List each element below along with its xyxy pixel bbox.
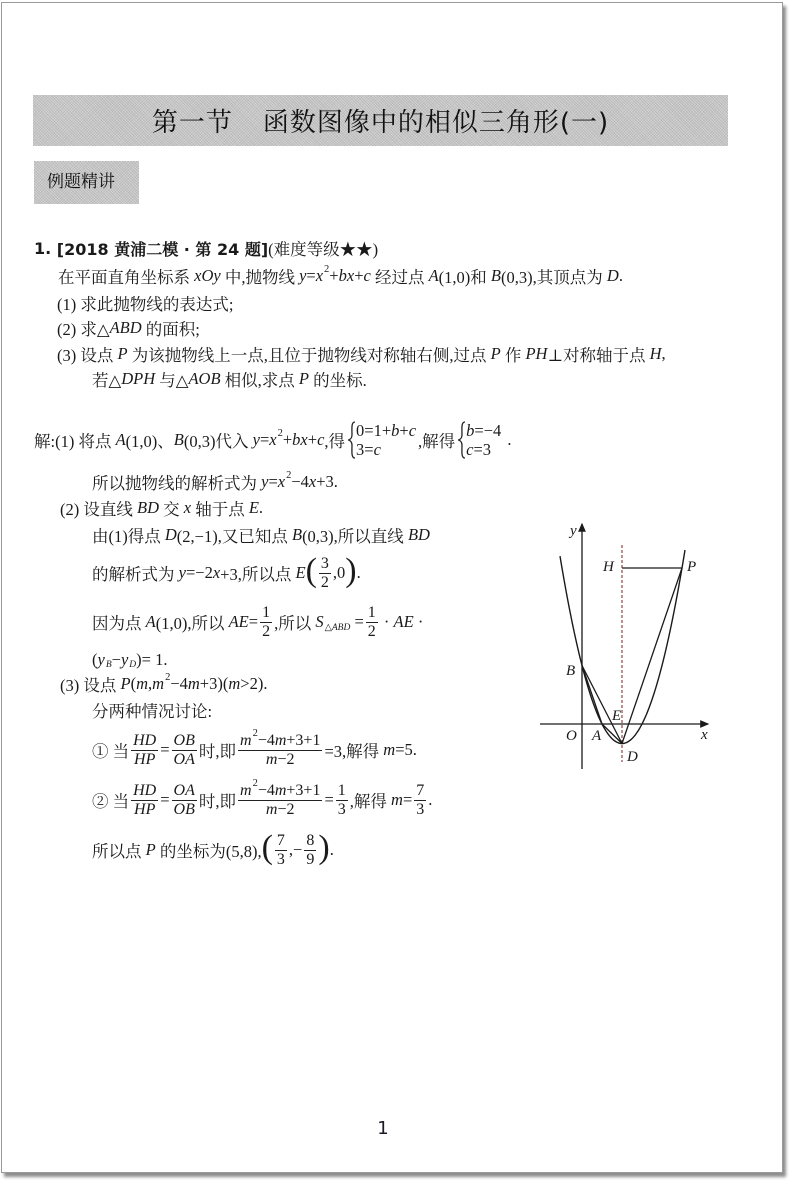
text-run: = [160, 740, 170, 759]
text-run: 1 [367, 603, 376, 621]
superscript: 2 [252, 727, 258, 739]
subscript: △ABD [324, 622, 351, 633]
math-variable: AE [228, 612, 249, 631]
segment-BA [582, 666, 602, 725]
math-variable: D [164, 525, 177, 544]
math-variable: AE [393, 612, 414, 631]
text-run: . [356, 563, 361, 582]
equation-row [356, 440, 416, 459]
text-run: −4 [257, 781, 275, 799]
point-label-H: H [603, 559, 614, 575]
math-variable: B [490, 266, 502, 285]
text-run: 为该抛物线上一点,且位于抛物线对称轴右侧,过点 [127, 346, 491, 365]
math-variable: m [265, 750, 278, 768]
math-variable: m [228, 674, 241, 693]
point-label-E: E [612, 708, 622, 724]
text-run: )= 1. [136, 650, 168, 669]
text-run: . [503, 430, 512, 449]
text-run: 由(1)得点 [92, 527, 165, 546]
math-variable: y [120, 650, 129, 669]
text-run: 时,即 [198, 792, 236, 811]
fraction [131, 782, 158, 819]
text-run: 轴于点 [191, 500, 249, 519]
fraction-denominator [414, 801, 426, 819]
text-run: = [268, 472, 278, 491]
text-run: +3)( [199, 674, 229, 693]
text-run: =3 [473, 440, 492, 459]
text-run: 7 [416, 781, 425, 799]
bold-text: 1. [34, 238, 57, 258]
math-variable: B [291, 525, 303, 544]
text-run: ,0 [332, 563, 346, 582]
equation-rows [356, 421, 416, 459]
bold-text: [2018 黄浦二模 · 第 24 题] [56, 239, 269, 259]
fraction [172, 732, 197, 769]
point-label-B: B [566, 663, 576, 679]
text-run: 2 [262, 622, 271, 640]
y-axis-label: y [570, 523, 577, 539]
math-variable: y [97, 650, 105, 669]
text-run: 9 [306, 850, 315, 868]
text-run: −4 [291, 472, 309, 491]
text-run: ,解得 [349, 792, 392, 811]
text-run: 1 [262, 603, 271, 621]
math-variable: m [383, 740, 396, 759]
text-run: = [350, 612, 364, 631]
section-label: 第一节 [151, 108, 233, 138]
text-run: = [160, 790, 170, 809]
equation-row [356, 421, 416, 440]
solution-part-2-line-2 [92, 515, 430, 555]
math-variable: m [274, 781, 287, 799]
equation-rows [466, 421, 501, 459]
text-run: , [148, 674, 153, 693]
text-run: 分两种情况讨论: [92, 702, 213, 721]
equation-system [347, 421, 416, 459]
superscript: 2 [165, 671, 171, 683]
math-variable: b [391, 421, 400, 440]
fraction [275, 832, 287, 869]
superscript: 2 [277, 427, 283, 439]
text-run: . [329, 840, 334, 859]
fraction-denominator [319, 574, 331, 592]
math-variable: x [277, 472, 286, 491]
math-variable: BD [137, 498, 159, 517]
fraction [260, 604, 272, 641]
text-run: −4 [257, 731, 275, 749]
text-run: 中,抛物线 [220, 268, 300, 287]
fraction-denominator [132, 751, 157, 769]
left-brace-icon [347, 421, 356, 459]
math-variable: c [408, 421, 417, 440]
text-run: 2 [320, 573, 329, 591]
math-variable: c [373, 440, 381, 459]
large-parenthesis: ) [318, 829, 330, 866]
text-run: 若△ [92, 371, 122, 390]
fraction [304, 832, 316, 869]
segment-AD [602, 724, 622, 744]
triangle-segments [582, 568, 682, 744]
solution-part-3-line-2 [92, 690, 212, 730]
text-run: · [413, 612, 424, 631]
fraction-numerator [275, 832, 287, 850]
text-run: 的解析式为 [92, 565, 179, 584]
text-run: ( [92, 650, 98, 669]
math-variable: OA [173, 781, 195, 799]
text-run: 3 [276, 850, 285, 868]
text-run: =5. [395, 740, 417, 759]
text-run: . [428, 790, 433, 809]
fraction [366, 604, 378, 641]
math-variable: P [490, 344, 501, 363]
math-variable: A [115, 430, 126, 449]
math-variable: HP [134, 800, 156, 818]
text-run: 3 [337, 800, 346, 818]
section-title: 函数图像中的相似三角形(一) [262, 108, 610, 138]
text-run: 相似,求点 [220, 371, 299, 390]
text-run: 8 [306, 831, 315, 849]
text-run: = [248, 612, 259, 631]
fraction-numerator [238, 727, 322, 750]
text-run: − [111, 650, 121, 669]
solution-conclusion [92, 830, 334, 870]
text-run: · [379, 612, 394, 631]
math-variable: m [136, 674, 149, 693]
text-run: + [282, 430, 293, 449]
text-run: +3+1 [286, 781, 321, 799]
text-run: ⊥对称轴于点 [547, 346, 650, 365]
fraction-denominator [172, 751, 197, 769]
math-variable: H [649, 344, 662, 363]
text-run: =3,解得 [324, 742, 384, 761]
text-run: +3+1 [286, 731, 321, 749]
fraction-denominator [260, 623, 272, 641]
text-run: 0=1+ [356, 421, 392, 440]
math-variable: P [117, 344, 128, 363]
equation-row [466, 440, 501, 459]
fraction-numerator [131, 782, 158, 800]
fraction-numerator [336, 782, 348, 800]
text-run: = [306, 266, 316, 285]
parabola-diagram [530, 510, 750, 780]
math-variable: HP [134, 750, 156, 768]
fraction-denominator [336, 801, 348, 819]
math-variable: m [187, 674, 200, 693]
math-variable: m [391, 790, 403, 809]
math-variable: S [315, 612, 324, 631]
superscript: 2 [324, 263, 330, 275]
text-run: (0,3),其顶点为 [501, 268, 607, 287]
math-variable: m [265, 800, 278, 818]
subsection-label: 例题精讲 [34, 161, 139, 204]
fraction-denominator [275, 851, 287, 869]
text-run: −2 [277, 750, 295, 768]
fraction-denominator [366, 623, 378, 641]
text-run: 的坐标. [309, 371, 367, 390]
solution-case-2 [92, 777, 433, 820]
text-run: 2 [367, 622, 376, 640]
text-run: 在平面直角坐标系 [58, 268, 195, 287]
text-run: (3) 设点 [57, 346, 118, 365]
text-run: . [618, 266, 623, 285]
text-run: = [324, 790, 334, 809]
text-run: +3,所以点 [220, 565, 296, 584]
point-label-P: P [687, 559, 697, 575]
text-run: =−4 [474, 421, 502, 440]
text-run: −2 [277, 800, 295, 818]
math-variable: OB [173, 731, 195, 749]
fraction-numerator [414, 782, 426, 800]
large-parenthesis: ) [345, 552, 357, 589]
math-variable: OB [173, 800, 195, 818]
solution-part-1 [34, 420, 512, 460]
point-label-A: A [592, 728, 602, 744]
fraction-numerator [172, 782, 197, 800]
math-variable: B [173, 430, 184, 449]
superscript: 2 [286, 469, 292, 481]
fraction-numerator [172, 732, 197, 750]
fraction-denominator [172, 801, 197, 819]
text-run: + [399, 421, 409, 440]
fraction-denominator [304, 851, 316, 869]
text-run: + [354, 266, 364, 285]
text-run: (2,−1),又已知点 [176, 527, 292, 546]
math-variable: HD [133, 781, 157, 799]
segment-DP [622, 568, 682, 744]
text-run: 经过点 [370, 268, 429, 287]
math-variable: xOy [194, 266, 221, 285]
point-label-D: D [627, 749, 638, 765]
fraction-numerator [260, 604, 272, 622]
text-run: = [259, 430, 270, 449]
text-run: (0,3)代入 [183, 432, 253, 451]
solution-part-2-line-3 [92, 553, 361, 593]
math-variable: A [428, 266, 439, 285]
text-run: 与△ [155, 371, 189, 390]
solution-part-2-line-4 [92, 602, 423, 642]
math-variable: x [315, 266, 324, 285]
fraction-denominator [264, 751, 297, 769]
text-run: 3 [416, 800, 425, 818]
math-variable: m [240, 731, 252, 749]
text-run: (1,0)和 [438, 268, 491, 287]
math-variable: ABD [109, 318, 142, 337]
page-number: 1 [377, 1118, 389, 1139]
fraction [319, 555, 331, 592]
text-run: = [402, 790, 413, 809]
equation-system [457, 421, 501, 459]
subscript: B [105, 660, 112, 670]
text-run: (1,0),所以 [155, 614, 229, 633]
text-run: 所以抛物线的解析式为 [92, 474, 262, 493]
text-run: 1 [337, 781, 346, 799]
fraction-numerator [238, 777, 322, 800]
fraction-numerator [304, 832, 316, 850]
fraction [336, 782, 348, 819]
math-variable: E [248, 498, 259, 517]
text-run: (3) 设点 [60, 676, 121, 695]
math-variable: D [606, 266, 619, 285]
text-run: 作 [500, 346, 526, 365]
math-variable: A [145, 612, 156, 631]
large-parenthesis: ( [261, 829, 273, 866]
left-brace-icon [457, 421, 466, 459]
text-run: (2) 求△ [57, 320, 110, 339]
math-variable: BD [407, 525, 430, 544]
text-run: ,得 [324, 432, 346, 451]
text-run: −4 [170, 674, 188, 693]
text-run: . [258, 498, 264, 517]
text-run: >2). [240, 674, 268, 693]
text-run: 交 [159, 500, 184, 519]
math-variable: HD [133, 731, 157, 749]
math-variable: x [269, 430, 277, 449]
fraction-numerator [319, 555, 331, 573]
text-run: ,所以 [274, 614, 316, 633]
text-run: (2) 设直线 [60, 500, 137, 519]
text-run: ( [130, 674, 137, 693]
text-run: +3. [316, 472, 338, 491]
text-run: 的坐标为(5,8), [155, 842, 262, 861]
math-variable: P [145, 840, 156, 859]
text-run: (1,0)、 [125, 432, 174, 451]
text-run: 解:(1) 将点 [34, 432, 116, 451]
text-run: 所以点 [92, 842, 146, 861]
math-variable: m [152, 674, 165, 693]
math-variable: x [308, 472, 317, 491]
math-variable: bx [292, 430, 308, 449]
fraction [238, 777, 322, 819]
superscript: 2 [252, 777, 258, 789]
text-run: (0,3),所以直线 [302, 527, 408, 546]
solution-case-1 [92, 727, 417, 770]
fraction-numerator [366, 604, 378, 622]
math-variable: P [298, 369, 309, 388]
math-variable: DPH [121, 369, 156, 388]
text-run: ,解得 [418, 432, 456, 451]
large-parenthesis: ( [305, 552, 317, 589]
math-variable: bx [338, 266, 355, 285]
point-label-O: O [566, 728, 577, 744]
x-axis-label: x [701, 727, 708, 743]
math-variable: x [212, 563, 221, 582]
math-variable: y [252, 430, 260, 449]
math-variable: c [466, 440, 474, 459]
math-variable: x [183, 498, 192, 517]
text-run: 的面积; [141, 320, 200, 339]
fraction [238, 727, 322, 769]
math-variable: P [120, 674, 131, 693]
subscript: D [129, 660, 137, 670]
equation-row [466, 421, 501, 440]
segment-BD [582, 666, 622, 744]
problem-part-3-continued [92, 359, 367, 399]
text-run: ① 当 [92, 742, 130, 761]
text-run: 3 [320, 554, 329, 572]
text-run: 时,即 [198, 742, 236, 761]
fraction [131, 732, 158, 769]
math-variable: m [274, 731, 287, 749]
math-variable: PH [525, 344, 548, 363]
text-run: , [661, 344, 666, 363]
math-variable: AOB [188, 369, 221, 388]
text-run: ,− [288, 840, 303, 859]
fraction [414, 782, 426, 819]
text-run: 3= [356, 440, 374, 459]
math-variable: OA [173, 750, 195, 768]
text-run: + [329, 266, 339, 285]
text-run: (难度等级★★) [268, 240, 379, 259]
fraction-denominator [264, 801, 297, 819]
fraction [172, 782, 197, 819]
math-variable: y [299, 266, 307, 285]
text-run: (1) 求此抛物线的表达式; [57, 295, 234, 314]
fraction-denominator [132, 801, 157, 819]
fraction-numerator [131, 732, 158, 750]
text-run: =−2 [185, 563, 213, 582]
math-variable: b [466, 421, 475, 440]
math-variable: m [240, 781, 252, 799]
text-run: 因为点 [92, 614, 146, 633]
text-run: + [307, 430, 318, 449]
math-variable: E [295, 563, 306, 582]
math-variable: c [363, 266, 371, 285]
math-variable: c [317, 430, 325, 449]
section-title-band [33, 95, 728, 146]
math-variable: y [261, 472, 269, 491]
text-run: ② 当 [92, 792, 130, 811]
text-run: 7 [276, 831, 285, 849]
math-variable: y [178, 563, 186, 582]
